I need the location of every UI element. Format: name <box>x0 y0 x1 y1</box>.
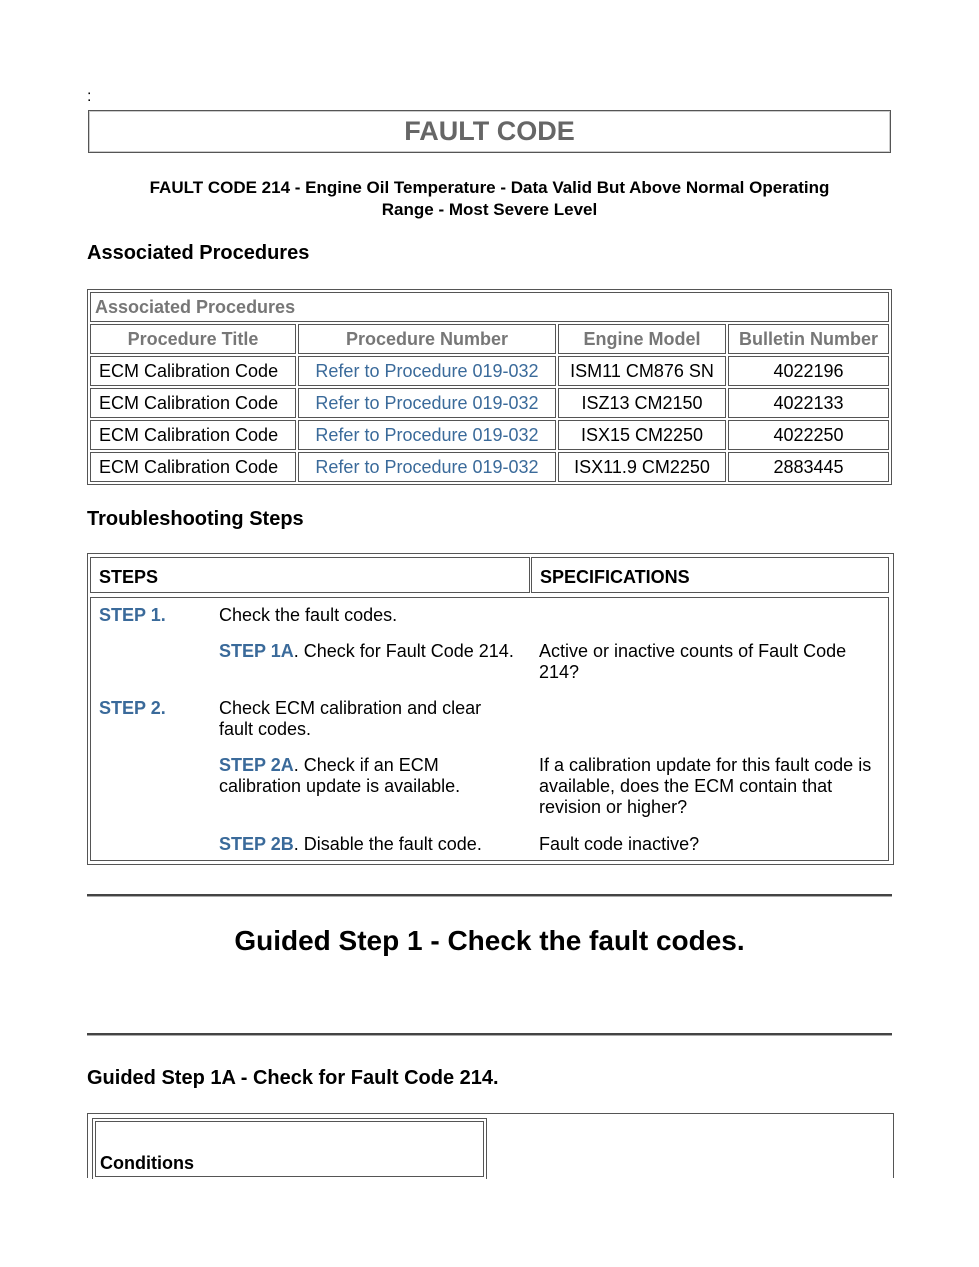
step-1-link[interactable]: STEP 1. <box>99 605 166 625</box>
assoc-heading: Associated Procedures <box>87 242 310 264</box>
step-2b <box>219 834 539 855</box>
conditions-table <box>87 1113 894 1178</box>
troubleshooting-table <box>87 553 894 865</box>
engine-model-cell: ISZ13 CM2150 <box>558 388 726 418</box>
step-1-text: Check the fault codes. <box>219 605 398 625</box>
step-2a <box>219 755 519 797</box>
fault-subtitle <box>87 177 892 221</box>
page-title: FAULT CODE <box>404 116 575 146</box>
col-header: Procedure Title <box>90 324 296 354</box>
procedure-title-cell: ECM Calibration Code <box>90 420 296 450</box>
procedure-title-cell: ECM Calibration Code <box>90 388 296 418</box>
conditions-label: Conditions <box>100 1153 194 1173</box>
step-2a-link[interactable]: STEP 2A <box>219 755 294 775</box>
step-1a-link[interactable]: STEP 1A <box>219 641 294 661</box>
colon-mark: : <box>87 88 92 105</box>
col-header: Procedure Number <box>298 324 556 354</box>
step-2b-spec: Fault code inactive? <box>539 834 700 854</box>
procedure-link[interactable]: Refer to Procedure 019-032 <box>298 388 556 418</box>
step-1a-spec: Active or inactive counts of Fault Code 214? <box>539 641 847 682</box>
table-header-row <box>90 324 889 354</box>
step-2-link[interactable]: STEP 2. <box>99 698 166 718</box>
col-header: Bulletin Number <box>728 324 889 354</box>
engine-model-cell: ISM11 CM876 SN <box>558 356 726 386</box>
guided-step-1-title: Guided Step 1 - Check the fault codes. <box>234 925 745 956</box>
procedure-link[interactable]: Refer to Procedure 019-032 <box>298 356 556 386</box>
table-row <box>90 420 889 450</box>
associated-procedures-table <box>87 289 892 485</box>
procedure-link[interactable]: Refer to Procedure 019-032 <box>298 452 556 482</box>
procedure-link[interactable]: Refer to Procedure 019-032 <box>298 420 556 450</box>
header-box <box>88 110 891 153</box>
divider <box>87 894 892 897</box>
col-header: Engine Model <box>558 324 726 354</box>
step-2-text: Check ECM calibration and clear fault codes. <box>219 698 482 739</box>
engine-model-cell: ISX15 CM2250 <box>558 420 726 450</box>
bulletin-number-cell: 2883445 <box>728 452 889 482</box>
table-caption: Associated Procedures <box>90 292 889 322</box>
table-row <box>90 452 889 482</box>
step-2a-spec: If a calibration update for this fault code is available, does the ECM contain that revision or higher? <box>539 755 872 817</box>
table-row <box>90 356 889 386</box>
steps-header: STEPS <box>90 557 530 593</box>
step-2b-link[interactable]: STEP 2B <box>219 834 294 854</box>
step-2b-text: . Disable the fault code. <box>293 834 482 854</box>
engine-model-cell: ISX11.9 CM2250 <box>558 452 726 482</box>
guided-step-1a-heading: Guided Step 1A - Check for Fault Code 214. <box>87 1067 499 1089</box>
step-1a-text: . Check for Fault Code 214. <box>293 641 514 661</box>
procedure-title-cell: ECM Calibration Code <box>90 452 296 482</box>
troubleshooting-heading: Troubleshooting Steps <box>87 508 304 530</box>
conditions-cell <box>92 1118 487 1179</box>
procedure-title-cell: ECM Calibration Code <box>90 356 296 386</box>
step-2a-text: . Check if an ECM calibration update is available. <box>219 755 461 796</box>
troubleshooting-body <box>90 597 889 861</box>
bulletin-number-cell: 4022196 <box>728 356 889 386</box>
bulletin-number-cell: 4022250 <box>728 420 889 450</box>
divider <box>87 1033 892 1036</box>
step-1a <box>219 641 519 662</box>
fault-subtitle-line2: Range - Most Severe Level <box>381 200 598 219</box>
bulletin-number-cell: 4022133 <box>728 388 889 418</box>
specifications-header: SPECIFICATIONS <box>531 557 889 593</box>
table-row <box>90 388 889 418</box>
fault-subtitle-line1: FAULT CODE 214 - Engine Oil Temperature - Data Valid But Above Normal Operating <box>149 178 830 197</box>
